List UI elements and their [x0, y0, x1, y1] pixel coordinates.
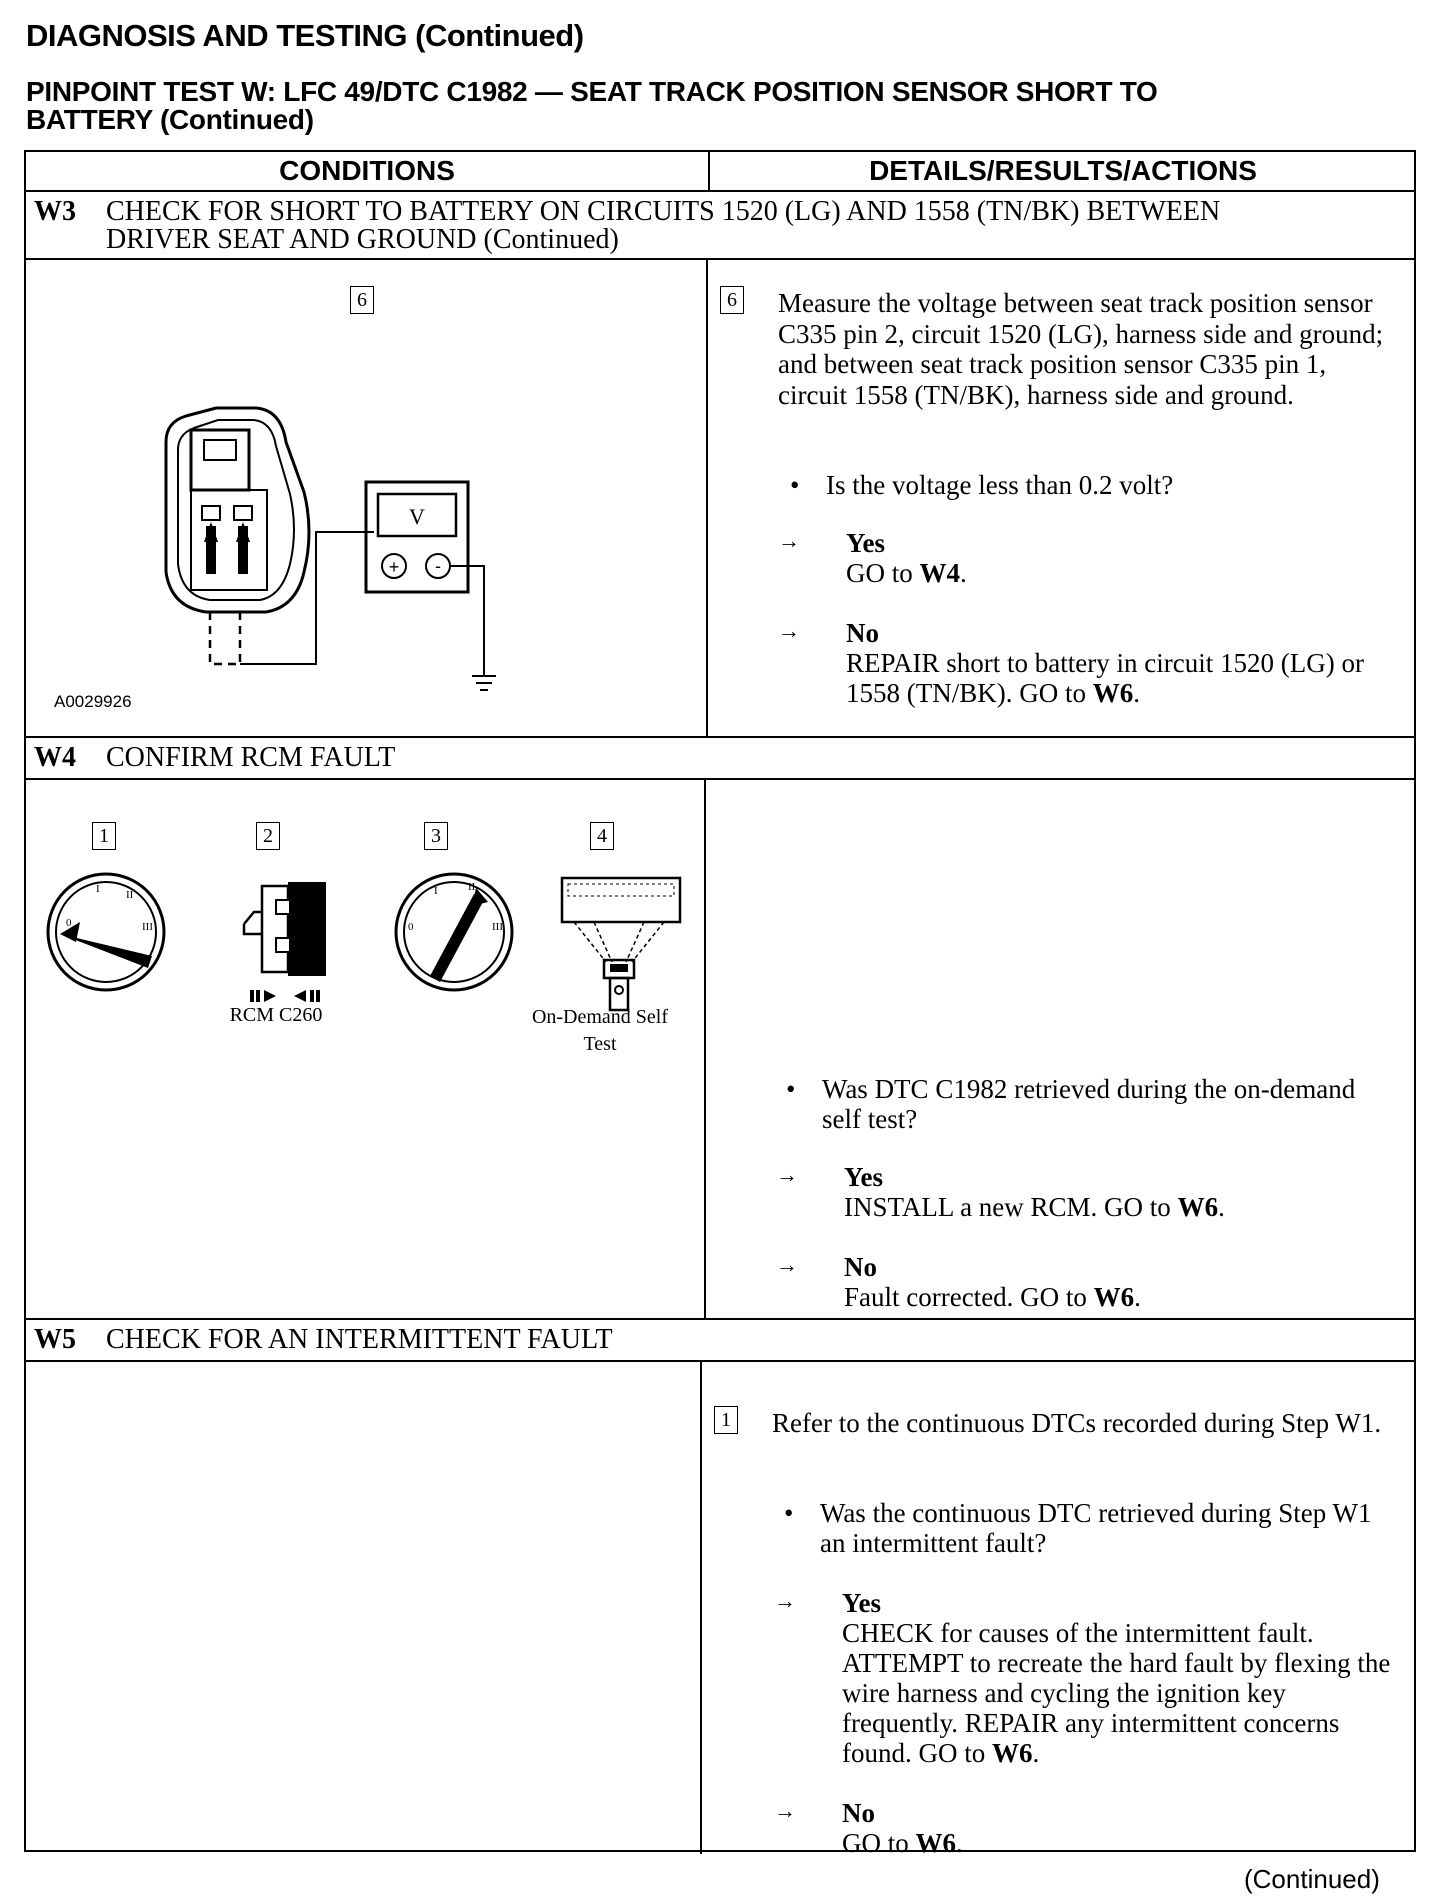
w4-question: • Was DTC C1982 retrieved during the on-demand self test? [786, 1074, 1356, 1134]
step-w5-title: W5 CHECK FOR AN INTERMITTENT FAULT [34, 1324, 613, 1355]
w3-figure-step-box: 6 [350, 286, 374, 314]
w5-yes-arrow-icon: → [774, 1588, 796, 1613]
continued-footer: (Continued) [1244, 1864, 1380, 1894]
w4-yes-result: Yes INSTALL a new RCM. GO to W6. [844, 1162, 1225, 1222]
pinpoint-test-title [26, 78, 1426, 134]
pinpoint-title-line1: PINPOINT TEST W: LFC 49/DTC C1982 — SEAT TRACK POSITION SENSOR SHORT TO [26, 76, 1158, 107]
scan-tool-icon [562, 878, 680, 1010]
svg-text:I: I [96, 883, 100, 895]
svg-text:I: I [434, 885, 438, 897]
w5-action-step-box: 1 [714, 1406, 738, 1434]
w4-procedure-icons [44, 872, 684, 1022]
step-w3-title-line1: CHECK FOR SHORT TO BATTERY ON CIRCUITS 1520 (LG) AND 1558 (TN/BK) BETWEEN [106, 196, 1221, 227]
w4-no-arrow-icon: → [776, 1252, 798, 1277]
pinpoint-table [24, 150, 1416, 1858]
ignition-off-icon [48, 874, 164, 990]
w5-no-arrow-icon: → [774, 1798, 796, 1823]
w3-action-step-box: 6 [720, 286, 744, 314]
svg-text:III: III [492, 921, 503, 933]
details-column-header: DETAILS/RESULTS/ACTIONS [869, 155, 1257, 186]
rcm-c260-label: RCM C260 [229, 1004, 323, 1026]
step-w4-title: W4 CONFIRM RCM FAULT [34, 742, 396, 773]
w3-question: • Is the voltage less than 0.2 volt? [790, 470, 1174, 500]
svg-text:-: - [435, 556, 441, 576]
svg-text:0: 0 [66, 917, 72, 929]
w4-no-result: No Fault corrected. GO to W6. [844, 1252, 1141, 1312]
pinpoint-title-line2: BATTERY (Continued) [26, 104, 314, 135]
w4-figure-step-3: 3 [424, 822, 448, 850]
step-w3-title-line2: DRIVER SEAT AND GROUND (Continued) [106, 224, 619, 255]
w4-figure-step-4: 4 [590, 822, 614, 850]
w5-yes-result: Yes CHECK for causes of the intermittent fault. ATTEMPT to recreate the hard fault by flexing the wire harness and cycling the ignition key frequently. REPAIR any intermittent concerns found. GO to W6. [842, 1588, 1391, 1768]
ignition-run-icon [396, 874, 512, 990]
svg-text:+: + [388, 557, 400, 577]
svg-text:II: II [468, 881, 476, 893]
conditions-column-header: CONDITIONS [279, 155, 455, 186]
svg-text:0: 0 [408, 921, 414, 933]
step-w3-number: W3 [34, 196, 76, 227]
svg-text:III: III [142, 921, 153, 933]
w3-no-arrow-icon: → [778, 618, 800, 643]
w5-action-text: Refer to the continuous DTCs recorded during Step W1. [772, 1408, 1382, 1438]
w3-yes-arrow-icon: → [778, 528, 800, 553]
voltmeter-label: V [409, 504, 425, 529]
w4-figure-step-1: 1 [92, 822, 116, 850]
w4-yes-arrow-icon: → [776, 1162, 798, 1187]
w5-question: • Was the continuous DTC retrieved during Step W1 an intermittent fault? [784, 1498, 1372, 1558]
figure-id-label: A0029926 [54, 692, 132, 711]
w3-action-text: Measure the voltage between seat track position sensor C335 pin 2, circuit 1520 (LG), harness side and ground; and between seat track position sensor C335 pin 1, circuit 1558 (TN/BK), harness side and ground. [778, 288, 1384, 410]
page-title: DIAGNOSIS AND TESTING (Continued) [26, 18, 584, 53]
svg-text:II: II [126, 889, 134, 901]
step-w3-title [34, 198, 1220, 254]
w3-yes-result: Yes GO to W4. [846, 528, 967, 588]
w5-no-result: No GO to W6. [842, 1798, 963, 1858]
on-demand-self-test-label: On-Demand Self Test [531, 1006, 669, 1055]
w4-figure-step-2: 2 [256, 822, 280, 850]
connector-disconnect-icon [244, 882, 326, 1002]
w3-no-result: No REPAIR short to battery in circuit 1520 (LG) or 1558 (TN/BK). GO to W6. [846, 618, 1364, 708]
